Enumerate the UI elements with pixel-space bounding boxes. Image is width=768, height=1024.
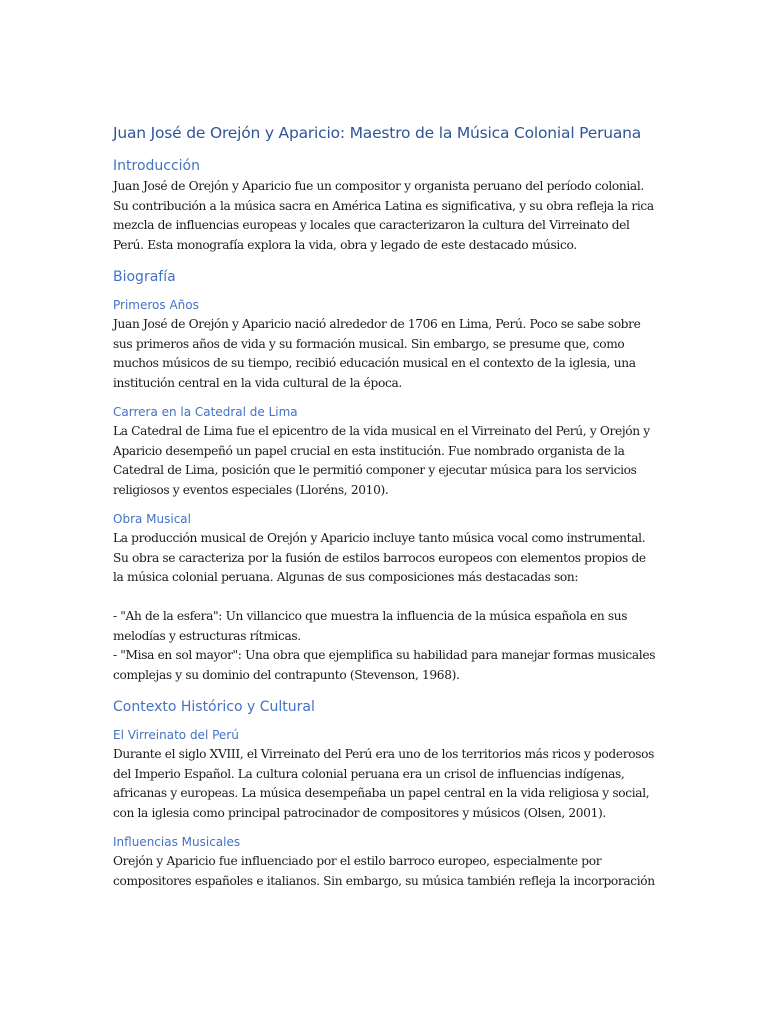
subheading-virreinato: El Virreinato del Perú	[113, 728, 239, 742]
subheading-obra-musical: Obra Musical	[113, 512, 191, 526]
text-line: Orejón y Aparicio fue influenciado por el estilo barroco europeo, especialmente por	[113, 854, 602, 868]
list-item-line: - "Ah de la esfera": Un villancico que muestra la influencia de la música española en sus	[113, 609, 628, 623]
text-line: africanas y europeas. La música desempeñaba un papel central en la vida religiosa y social,	[113, 786, 650, 800]
heading-contexto: Contexto Histórico y Cultural	[113, 699, 315, 715]
text-line: Juan José de Orejón y Aparicio fue un compositor y organista peruano del período colonial.	[113, 179, 644, 193]
paragraph-obra-musical	[113, 529, 658, 685]
text-line: muchos músicos de su tiempo, recibió educación musical en el contexto de la iglesia, una	[113, 356, 636, 370]
text-line: sus primeros años de vida y su formación musical. Sin embargo, se presume que, como	[113, 336, 625, 351]
text-line: mezcla de influencias europeas y locales que caracterizaron la cultura del Virreinato del	[113, 218, 630, 232]
text-line: Aparicio desempeñó un papel crucial en esta institución. Fue nombrado organista de la	[113, 443, 625, 458]
heading-introduccion: Introducción	[113, 158, 200, 174]
text-line: Catedral de Lima, posición que le permitió componer y ejecutar música para los servicios	[113, 463, 637, 477]
text-line: del Imperio Español. La cultura colonial peruana era un crisol de influencias indígenas,	[113, 766, 625, 781]
text-line: institución central en la vida cultural de la época.	[113, 375, 402, 390]
text-line: Su obra se caracteriza por la fusión de estilos barrocos europeos con elementos propios de	[113, 550, 646, 565]
text-line: Durante el siglo XVIII, el Virreinato del Perú era uno de los territorios más ricos y poderosos	[113, 747, 654, 761]
text-line: compositores españoles e italianos. Sin embargo, su música también refleja la incorporación	[113, 873, 655, 888]
text-line: Perú. Esta monografía explora la vida, obra y legado de este destacado músico.	[113, 237, 577, 252]
text-line: religiosos y eventos especiales (Lloréns, 2010).	[113, 482, 389, 497]
paragraph-carrera	[113, 422, 658, 500]
subheading-carrera: Carrera en la Catedral de Lima	[113, 405, 298, 419]
paragraph-introduccion	[113, 177, 658, 255]
text-line: con la iglesia como principal patrocinador de compositores y músicos (Olsen, 2001).	[113, 805, 606, 820]
heading-biografia: Biografía	[113, 269, 176, 285]
paragraph-primeros-anos	[113, 315, 658, 393]
text-line: La producción musical de Orejón y Aparicio incluye tanto música vocal como instrumental.	[113, 531, 646, 545]
text-line: Su contribución a la música sacra en América Latina es significativa, y su obra refleja la rica	[113, 198, 654, 213]
paragraph-influencias	[113, 852, 658, 891]
list-item-line: - "Misa en sol mayor": Una obra que ejemplifica su habilidad para manejar formas musicales	[113, 648, 656, 662]
list-item-line: melodías y estructuras rítmicas.	[113, 628, 301, 643]
paragraph-virreinato	[113, 745, 658, 823]
text-line: Juan José de Orejón y Aparicio nació alrededor de 1706 en Lima, Perú. Poco se sabe sobre	[113, 317, 641, 331]
document-title: Juan José de Orejón y Aparicio: Maestro de la Música Colonial Peruana	[113, 124, 642, 142]
document-body	[113, 124, 658, 891]
subheading-primeros-anos: Primeros Años	[113, 298, 199, 312]
text-line: La Catedral de Lima fue el epicentro de la vida musical en el Virreinato del Perú, y Orejón y	[113, 424, 650, 438]
list-item-line: complejas y su dominio del contrapunto (Stevenson, 1968).	[113, 667, 460, 682]
text-line: la música colonial peruana. Algunas de sus composiciones más destacadas son:	[113, 570, 579, 584]
subheading-influencias: Influencias Musicales	[113, 835, 241, 849]
